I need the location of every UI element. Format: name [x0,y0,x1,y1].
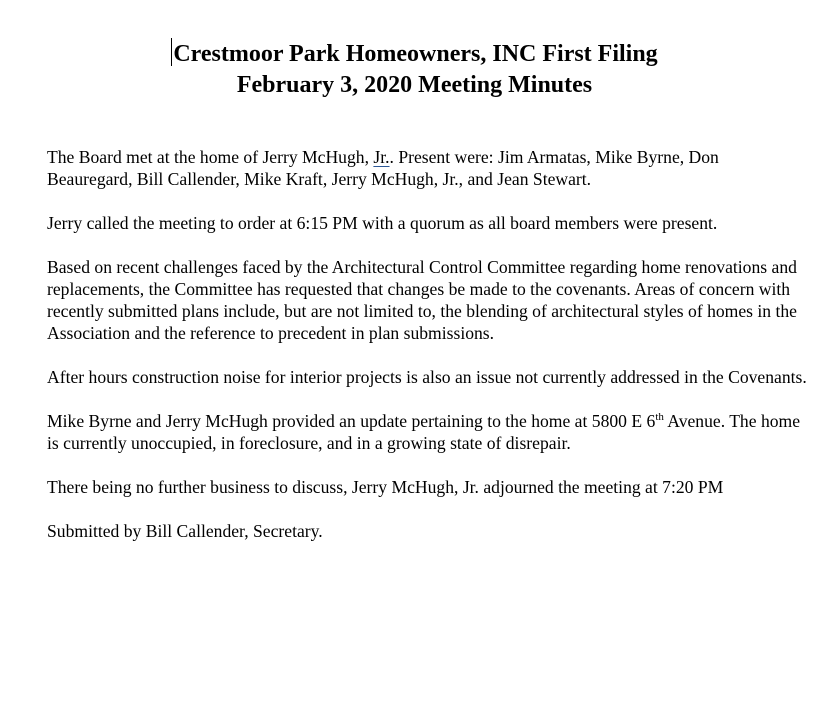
paragraph-attendance-end: . Present were: Jim Armatas, Mike Byrne, Don Beauregard, Bill Callender, Mike Kraft, Jerry McHugh, Jr., and Jean Stewart. [47,147,719,189]
paragraph-construction-noise: After hours construction noise for interior projects is also an issue not currently addressed in the Covenants. [47,367,807,387]
paragraph-property-update [47,410,807,454]
paragraph-attendance-start: The Board met at the home of Jerry McHugh, [47,147,374,167]
paragraph-property-update-end: Avenue. The home is currently unoccupied, in foreclosure, and in a growing state of disrepair. [47,411,801,453]
paragraph-attendance [47,146,807,190]
paragraph-property-update-start: Mike Byrne and Jerry McHugh provided an update pertaining to the home at 5800 E 6 [47,411,656,431]
document-title [0,38,829,101]
title-line-1 [0,38,829,70]
title-line-1-text: Crestmoor Park Homeowners, INC First Filing [173,41,658,67]
paragraph-architectural-committee: Based on recent challenges faced by the Architectural Control Committee regarding home renovations and replacements, the Committee has requested that changes be made to the covenants. Areas of concern with recently submitted plans include, but are not limited to, the blending of architectural styles of homes in the Association and the reference to precedent in plan submissions. [47,257,797,343]
title-line-2: February 3, 2020 Meeting Minutes [236,72,593,98]
paragraph-submitted-by: Submitted by Bill Callender, Secretary. [47,521,323,541]
ordinal-superscript: th [655,411,664,423]
paragraph-adjournment: There being no further business to discuss, Jerry McHugh, Jr. adjourned the meeting at 7:20 PM [47,477,724,497]
document-body [47,146,807,564]
spellcheck-underlined-word: Jr. [373,147,390,167]
paragraph-call-to-order: Jerry called the meeting to order at 6:15 PM with a quorum as all board members were present. [47,213,718,233]
